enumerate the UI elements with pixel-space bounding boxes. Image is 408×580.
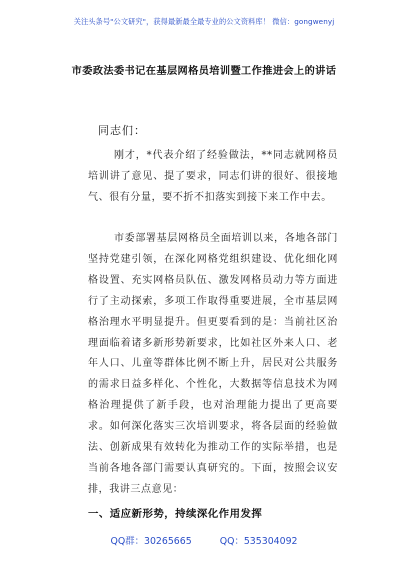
document-title: 市委政法委书记在基层网格员培训暨工作推进会上的讲话 (71, 66, 337, 77)
header-banner: 关注头条号"公文研究"，获得最新最全最专业的公文资料库！ 微信：gongwenyj (73, 17, 335, 26)
body-paragraph-2 (88, 229, 338, 501)
salutation: 同志们： (98, 124, 146, 137)
footer-contact (0, 533, 408, 547)
paragraph-text: 刚才，*代表介绍了经验做法，**同志就网格员培训讲了意见、提了要求，同志们讲的很好、很接地气、很有分量，要不折不扣落实到接下来工作中去。 (88, 150, 338, 203)
qq-group-number: QQ群：30265665 (110, 536, 192, 547)
body-paragraph-1 (88, 146, 338, 209)
section-heading-1: 一、适应新形势，持续深化作用发挥 (88, 508, 263, 520)
qq-number: QQ：535304092 (219, 536, 298, 547)
paragraph-text: 市委部署基层网格员全面培训以来，各地各部门坚持党建引领，在深化网格党组织建设、优化细化网格设置、充实网格员队伍、激发网格员动力等方面进行了主动探索，多项工作取得重要进展，全市基层网格治理水平明显提升。但更要看到的是：当前社区治理面临着诸多新形势新要求，比如社区外来人口、老年人口、儿童等群体比例不断上升，居民对公共服务的需求日益多样化、个性化，大数据等信息技术为网格治理提供了新手段，也对治理能力提出了更高要求。如何深化落实三次培训要求，将各层面的经验做法、创新成果有效转化为推动工作的实际举措，也是当前各地各部门需要认真研究的。下面，按照会议安排，我讲三点意见： (88, 233, 338, 495)
